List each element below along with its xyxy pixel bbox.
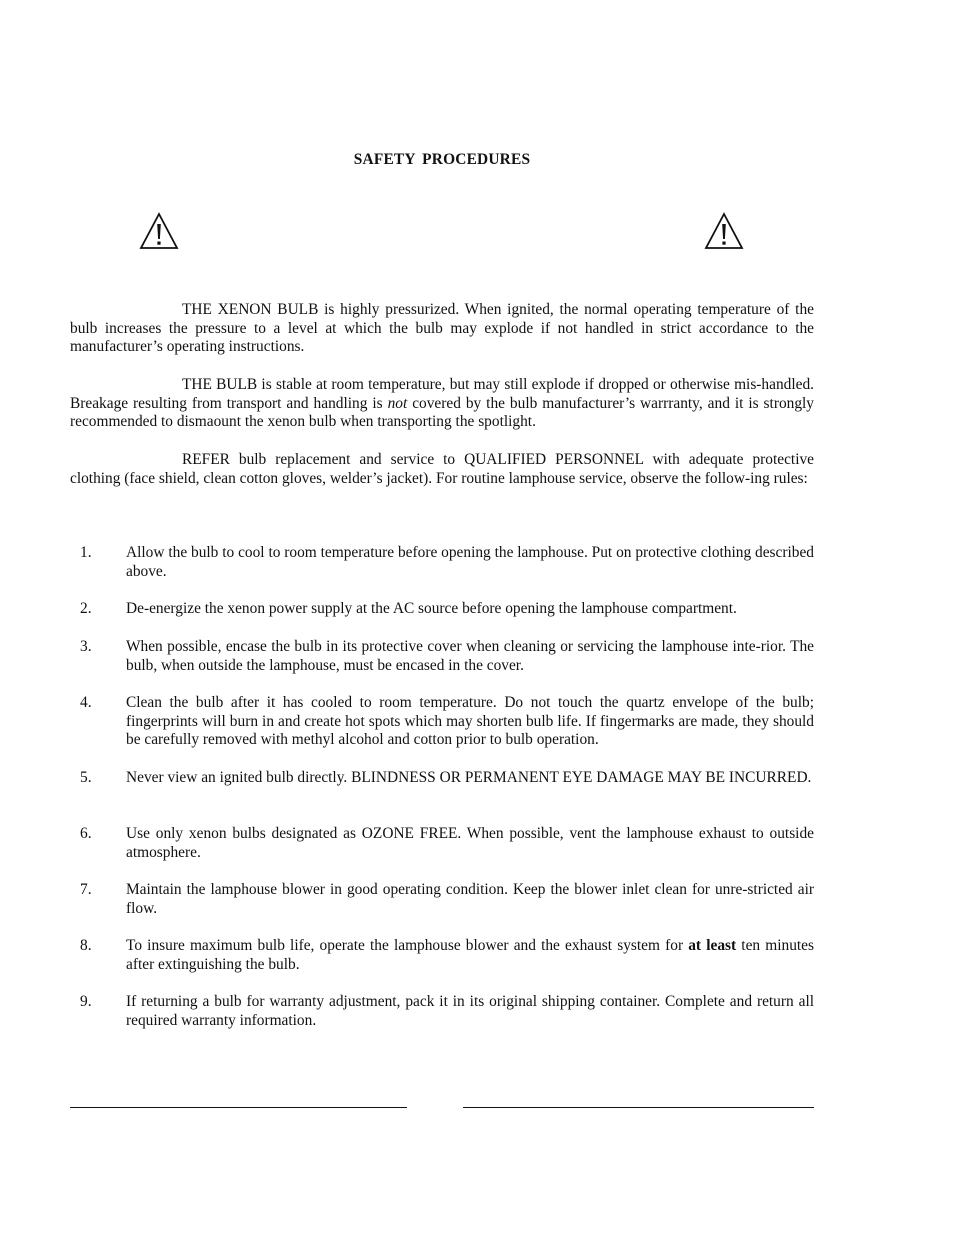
list-number: 9. <box>80 993 92 1010</box>
list-item <box>70 769 814 788</box>
list-text: Use only xenon bulbs designated as OZONE FREE. When possible, vent the lamphouse exhaust to outside atmosphere. <box>126 825 814 861</box>
list-text <box>126 937 814 974</box>
list-text: Never view an ignited bulb directly. BLINDNESS OR PERMANENT EYE DAMAGE MAY BE INCURRED. <box>126 769 812 786</box>
paragraph-bulb-stability <box>70 376 814 432</box>
list-text: Maintain the lamphouse blower in good operating condition. Keep the blower inlet clean for unre-stricted air flow. <box>126 881 814 917</box>
list-number: 7. <box>80 881 92 898</box>
list-item <box>70 600 814 619</box>
paragraph-text: THE BULB is stable at room temperature, but may still explode if dropped or otherwise mis-handled. Breakage resulting from transport and handling is <box>70 376 814 412</box>
list-number: 5. <box>80 769 92 786</box>
footer-rule-left <box>70 1107 407 1108</box>
footer-rule-right <box>463 1107 814 1108</box>
list-number: 6. <box>80 825 92 842</box>
list-number: 2. <box>80 600 92 617</box>
warning-icon-left <box>139 212 179 250</box>
paragraph-xenon-bulb: THE XENON BULB is highly pressurized. When ignited, the normal operating temperature of the bulb increases the pressure to a level at which the bulb may explode if not handled in strict accordance to the manufacturer’s operating instructions. <box>70 301 814 356</box>
list-text: Allow the bulb to cool to room temperature before opening the lamphouse. Put on protective clothing described above. <box>126 544 814 580</box>
list-text-part: ten minutes after extinguishing the bulb. <box>126 937 814 973</box>
list-item <box>70 937 814 974</box>
list-number: 4. <box>80 694 92 711</box>
list-item <box>70 993 814 1030</box>
page-title: SAFETY PROCEDURES <box>353 151 531 168</box>
emphasis-text: not <box>387 394 408 412</box>
list-item <box>70 694 814 750</box>
list-text: Clean the bulb after it has cooled to room temperature. Do not touch the quartz envelope of the bulb; fingerprints will burn in and create hot spots which may shorten bulb life. If fingermarks are made, they should be carefully removed with methyl alcohol and cotton prior to bulb operation. <box>126 694 814 749</box>
list-item <box>70 638 814 675</box>
list-item <box>70 881 814 918</box>
list-item <box>70 544 814 581</box>
paragraph-text: covered by the bulb manufacturer’s warrranty, and it is strongly recommended to dismaount the xenon bulb when transporting the spotlight. <box>70 394 815 431</box>
list-number: 8. <box>80 937 92 954</box>
paragraph-refer-service: REFER bulb replacement and service to QUALIFIED PERSONNEL with adequate protective clothing (face shield, clean cotton gloves, welder’s jacket). For routine lamphouse service, observe the follow-ing rules: <box>70 451 814 487</box>
warning-icon-right <box>704 212 744 250</box>
warning-triangle-icon <box>139 212 179 250</box>
list-item <box>70 825 814 862</box>
list-text: When possible, encase the bulb in its protective cover when cleaning or servicing the lamphouse inte-rior. The bulb, when outside the lamphouse, must be encased in the cover. <box>126 638 814 674</box>
list-number: 1. <box>80 544 92 561</box>
list-text: De-energize the xenon power supply at the AC source before opening the lamphouse compartment. <box>126 600 737 617</box>
list-text-part: To insure maximum bulb life, operate the lamphouse blower and the exhaust system for <box>126 937 689 954</box>
warning-triangle-icon <box>704 212 744 250</box>
list-number: 3. <box>80 638 92 655</box>
bold-text: at least <box>688 937 737 954</box>
list-text: If returning a bulb for warranty adjustment, pack it in its original shipping container. Complete and return all required warranty information. <box>126 993 814 1029</box>
